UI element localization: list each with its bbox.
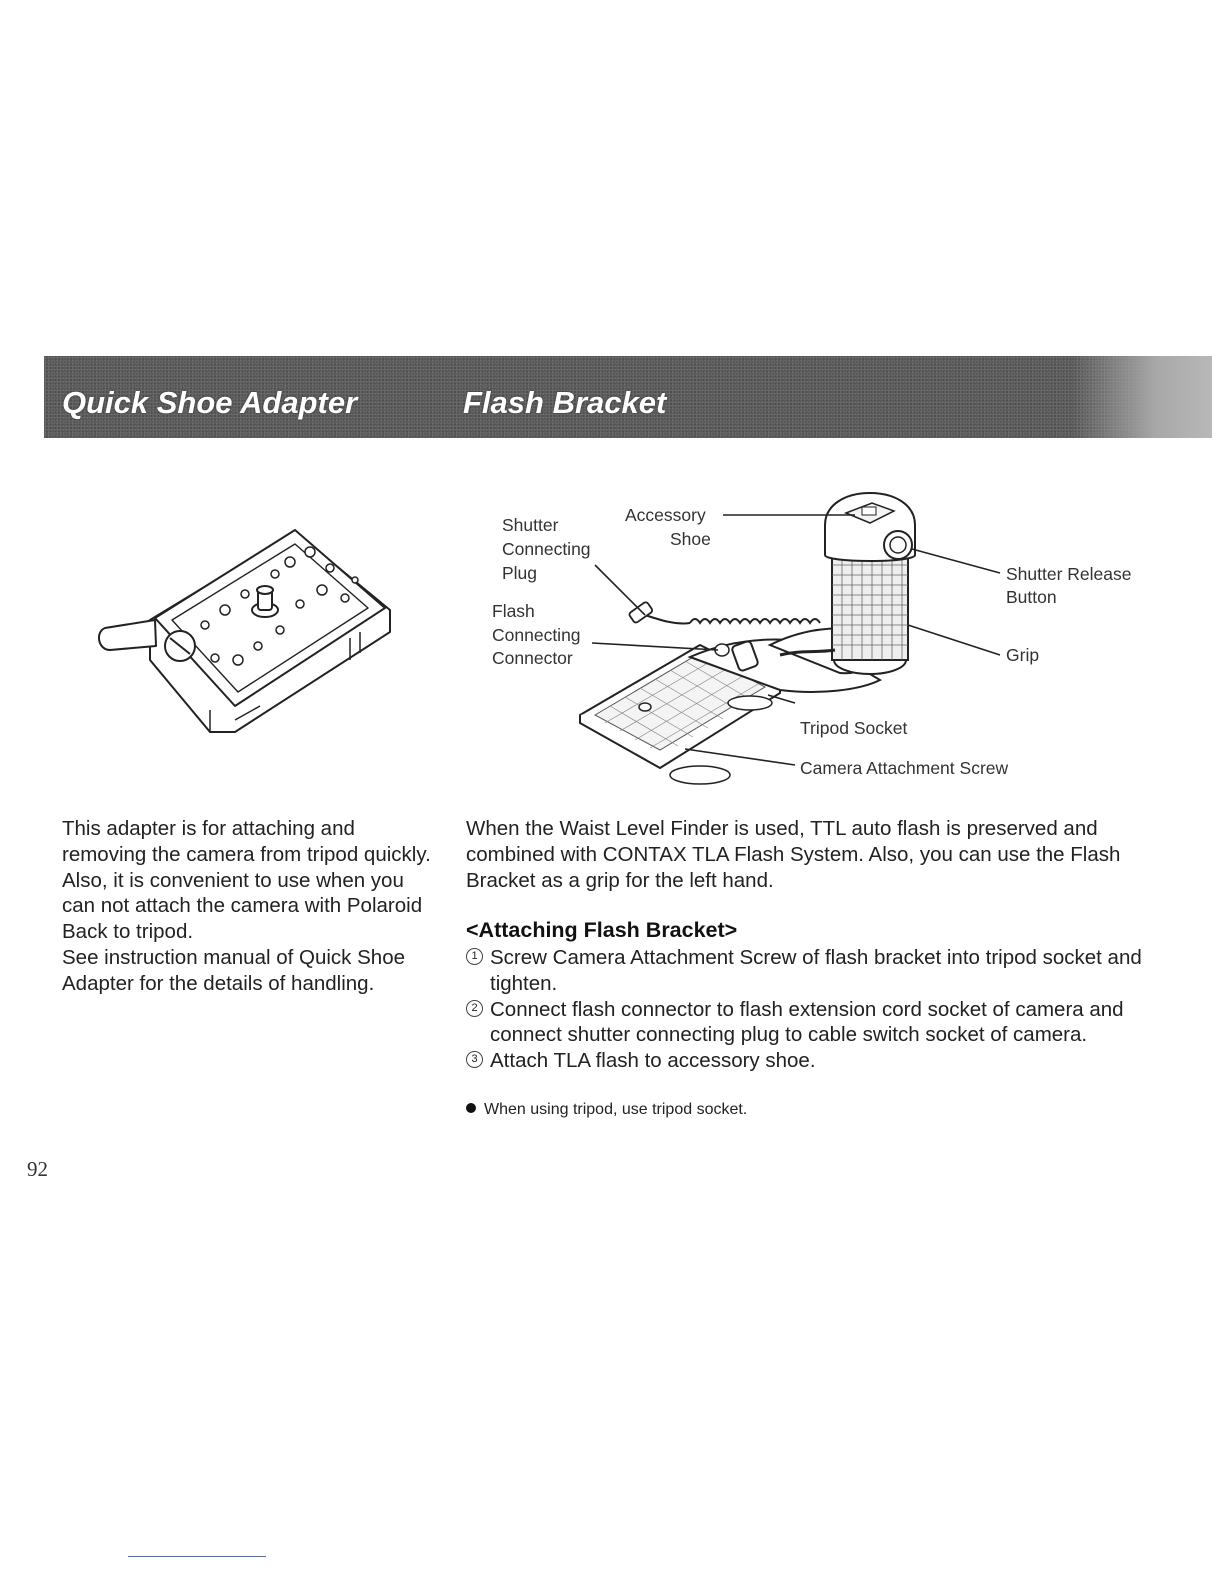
paragraph: See instruction manual of Quick Shoe Adapter for the details of handling. — [62, 945, 405, 995]
attaching-steps — [466, 945, 1166, 1074]
tripod-note — [466, 1101, 747, 1119]
header-fade — [1072, 356, 1212, 438]
step-item — [466, 997, 1166, 1049]
footer-rule — [128, 1556, 266, 1557]
step-number: 2 — [466, 1000, 483, 1017]
bullet-icon — [466, 1103, 476, 1113]
label-shutter-plug-2: Connecting — [502, 539, 591, 559]
step-number: 3 — [466, 1051, 483, 1068]
paragraph: This adapter is for attaching and removing the camera from tripod quickly. — [62, 817, 431, 866]
step-text: Screw Camera Attachment Screw of flash bracket into tripod socket and tighten. — [490, 946, 1142, 995]
label-flash-connector-1: Flash — [492, 601, 535, 621]
step-item — [466, 1048, 1166, 1074]
flash-bracket-illustration — [480, 485, 1160, 795]
label-accessory-2: Shoe — [670, 529, 711, 549]
label-camera-attachment-screw: Camera Attachment Screw — [800, 758, 1009, 778]
step-number: 1 — [466, 948, 483, 965]
step-text: Attach TLA flash to accessory shoe. — [490, 1049, 816, 1073]
label-grip: Grip — [1006, 645, 1040, 665]
label-accessory-1: Accessory — [625, 505, 706, 525]
label-shutter-plug-3: Plug — [502, 563, 538, 583]
step-text: Connect flash connector to flash extension cord socket of camera and connect shutter connecting plug to cable switch socket of camera. — [490, 997, 1124, 1047]
label-flash-connector-2: Connecting — [492, 625, 581, 645]
label-flash-connector-3: Connector — [492, 648, 573, 668]
section-title-quick-shoe-adapter: Quick Shoe Adapter — [62, 385, 358, 420]
step-item — [466, 945, 1166, 997]
quick-shoe-description — [62, 816, 442, 997]
note-text: When using tripod, use tripod socket. — [484, 1101, 748, 1118]
label-shutter-release-2: Button — [1006, 587, 1057, 607]
attaching-subheading: <Attaching Flash Bracket> — [466, 918, 738, 942]
page-number: 92 — [27, 1157, 48, 1181]
flash-bracket-intro: When the Waist Level Finder is used, TTL auto flash is preserved and combined with CONTAX TLA Flash System. Also, you can use the Flash Bracket as a grip for the left hand. — [466, 817, 1121, 892]
label-shutter-release-1: Shutter Release — [1006, 564, 1132, 584]
paragraph: Also, it is convenient to use when you can not attach the camera with Polaroid Back to tripod. — [62, 868, 423, 944]
quick-shoe-adapter-illustration — [60, 470, 430, 790]
label-tripod-socket: Tripod Socket — [800, 718, 908, 738]
section-title-flash-bracket: Flash Bracket — [463, 385, 667, 420]
label-shutter-plug-1: Shutter — [502, 515, 559, 535]
